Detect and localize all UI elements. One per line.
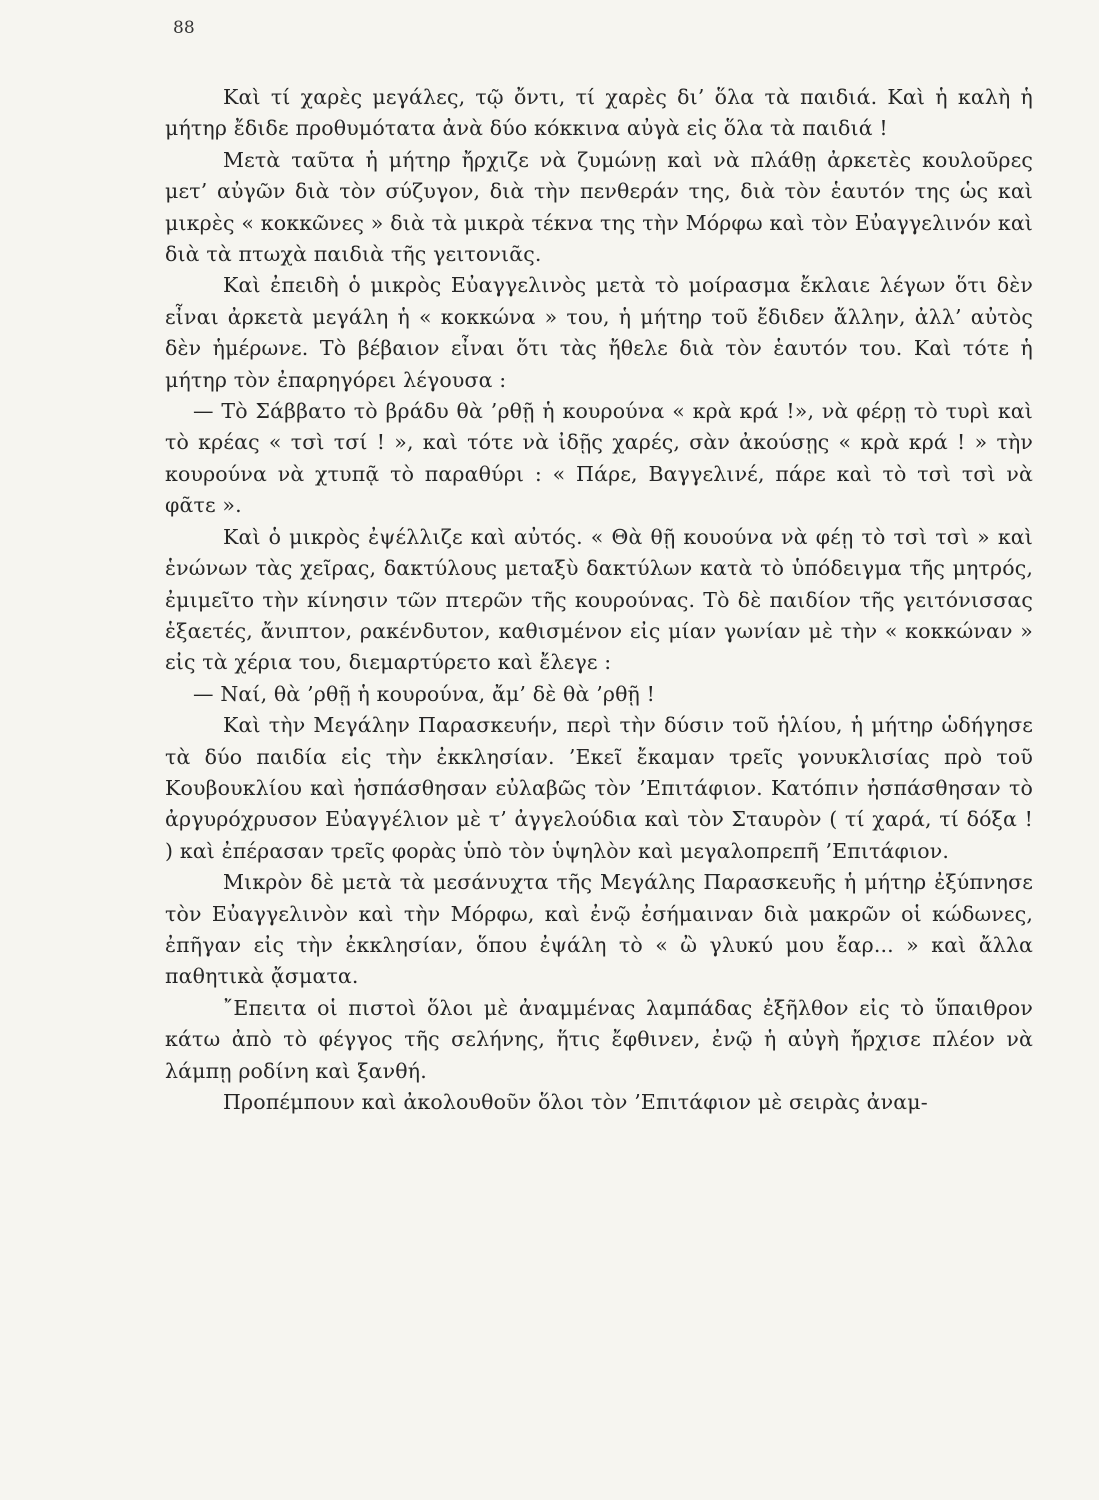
body-text — [165, 82, 1033, 1118]
paragraph: Καὶ τὴν Μεγάλην Παρασκευήν, περὶ τὴν δύσιν τοῦ ἡλίου, ἡ μήτηρ ὡδήγησε τὰ δύο παιδία εἰς τὴν ἐκκλησίαν. ’Εκεῖ ἔκαμαν τρεῖς γονυκλισίας πρὸ τοῦ Κουβουκλίου καὶ ἠσπάσθησαν εὐλαβῶς τὸν ’Επιτάφιον. Κατόπιν ἠσπάσθησαν τὸ ἀργυρόχρυσον Εὐαγγέλιον μὲ τ’ ἀγγελούδια καὶ τὸν Σταυρὸν ( τί χαρά, τί δόξα ! ) καὶ ἐπέρασαν τρεῖς φορὰς ὑπὸ τὸν ὑψηλὸν καὶ μεγαλοπρεπῆ ’Επιτάφιον. — [165, 713, 1033, 863]
paragraph: Καὶ ἐπειδὴ ὁ μικρὸς Εὐαγγελινὸς μετὰ τὸ μοίρασμα ἔκλαιε λέγων ὅτι δὲν εἶναι ἀρκετὰ μεγάλη ἡ « κοκκώνα » του, ἡ μήτηρ τοῦ ἔδιδεν ἄλλην, ἀλλ’ αὐτὸς δὲν ἡμέρωνε. Τὸ βέβαιον εἶναι ὅτι τὰς ἤθελε διὰ τὸν ἑαυτόν του. Καὶ τότε ἡ μήτηρ τὸν ἐπαρηγόρει λέγουσα : — [165, 273, 1033, 392]
paragraph: Καὶ τί χαρὲς μεγάλες, τῷ ὄντι, τί χαρὲς δι’ ὅλα τὰ παιδιά. Καὶ ἡ καλὴ ἡ μήτηρ ἔδιδε προθυμότατα ἀνὰ δύο κόκκινα αὐγὰ εἰς ὅλα τὰ παιδιά ! — [165, 85, 1033, 141]
page-number: 88 — [173, 18, 195, 38]
paragraph: Μικρὸν δὲ μετὰ τὰ μεσάνυχτα τῆς Μεγάλης Παρασκευῆς ἡ μήτηρ ἐξύπνησε τὸν Εὐαγγελινὸν καὶ τὴν Μόρφω, καὶ ἐνῷ ἐσήμαιναν διὰ μακρῶν οἱ κώδωνες, ἐπῆγαν εἰς τὴν ἐκκλησίαν, ὅπου ἐψάλη τὸ « ὢ γλυκύ μου ἔαρ... » καὶ ἄλλα παθητικὰ ᾄσματα. — [165, 870, 1033, 989]
dialogue-paragraph: — Ναί, θὰ ’ρθῇ ἡ κουρούνα, ἄμ’ δὲ θὰ ’ρθῇ ! — [193, 681, 656, 706]
paragraph: Προπέμπουν καὶ ἀκολουθοῦν ὅλοι τὸν ’Επιτάφιον μὲ σειρὰς ἀναμ- — [223, 1090, 928, 1114]
dialogue-paragraph: — Τὸ Σάββατο τὸ βράδυ θὰ ’ρθῇ ἡ κουρούνα « κρὰ κρά !», νὰ φέρῃ τὸ τυρὶ καὶ τὸ κρέας « τσὶ τσί ! », καὶ τότε νὰ ἰδῇς χαρές, σὰν ἀκούσῃς « κρὰ κρά ! » τὴν κουρούνα νὰ χτυπᾷ τὸ παραθύρι : « Πάρε, Βαγγελινέ, πάρε καὶ τὸ τσὶ τσὶ νὰ φᾶτε ». — [165, 399, 1033, 518]
paragraph: Μετὰ ταῦτα ἡ μήτηρ ἤρχιζε νὰ ζυμώνῃ καὶ νὰ πλάθῃ ἀρκετὲς κουλοῦρες μετ’ αὐγῶν διὰ τὸν σύζυγον, διὰ τὴν πενθεράν της, διὰ τὸν ἑαυτόν της ὡς καὶ μικρὲς « κοκκῶνες » διὰ τὰ μικρὰ τέκνα της τὴν Μόρφω καὶ τὸν Εὐαγγελινόν καὶ διὰ τὰ πτωχὰ παιδιὰ τῆς γειτονιᾶς. — [165, 147, 1033, 267]
paragraph: ῎Επειτα οἱ πιστοὶ ὅλοι μὲ ἀναμμένας λαμπάδας ἐξῆλθον εἰς τὸ ὕπαιθρον κάτω ἀπὸ τὸ φέγγος τῆς σελήνης, ἥτις ἔφθινεν, ἐνῷ ἡ αὐγὴ ἤρχισε πλέον νὰ λάμπῃ ροδίνη καὶ ξανθή. — [165, 995, 1033, 1083]
paragraph: Καὶ ὁ μικρὸς ἐψέλλιζε καὶ αὐτός. « Θὰ θῇ κουούνα νὰ φέῃ τὸ τσὶ τσὶ » καὶ ἑνώνων τὰς χεῖρας, δακτύλους μεταξὺ δακτύλων κατὰ τὸ ὑπόδειγμα τῆς μητρός, ἐμιμεῖτο τὴν κίνησιν τῶν πτερῶν τῆς κουρούνας. Τὸ δὲ παιδίον τῆς γειτόνισσας ἑξαετές, ἄνιπτον, ρακένδυτον, καθισμένον εἰς μίαν γωνίαν μὲ τὴν « κοκκώναν » εἰς τὰ χέρια του, διεμαρτύρετο καὶ ἔλεγε : — [165, 524, 1033, 675]
